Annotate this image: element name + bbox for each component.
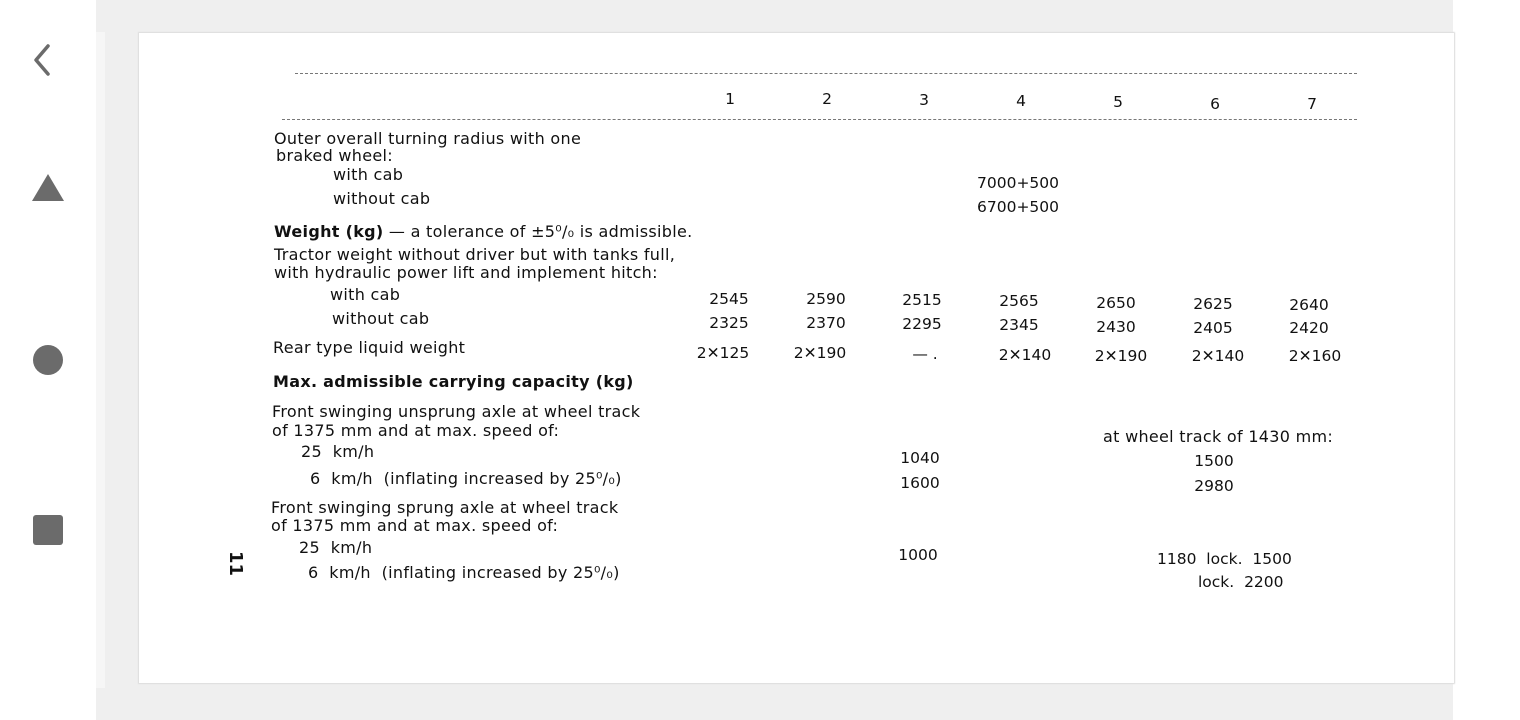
weight-with-cab-cell: 2515 [902,291,942,309]
weight-without-cab-cell: 2430 [1096,318,1136,336]
liquid-weight-cell: 2✕160 [1288,347,1342,365]
weight-heading-bold: Weight (kg) [274,222,384,241]
liquid-weight-cell: — . [912,345,938,363]
sprung-25-value: 1000 [898,546,938,564]
unsprung-6-value: 1600 [900,474,940,492]
column-header: 2 [822,90,832,108]
wheel-track-note: at wheel track of 1430 mm: [1103,427,1334,446]
square-icon[interactable] [24,506,72,554]
weight-with-cab-cell: 2640 [1289,296,1329,314]
weight-without-cab-cell: 2405 [1193,319,1233,337]
navigation-bar [0,0,96,720]
column-header: 4 [1016,92,1026,110]
turning-title-line2: braked wheel: [276,146,393,165]
weight-heading-rest: — a tolerance of ±5⁰/₀ is admissible. [383,222,693,241]
weight-without-cab-label: without cab [332,309,430,328]
sprung-6-lock: lock. 2200 [1198,573,1284,591]
weight-without-cab-cell: 2370 [806,314,846,332]
weight-without-cab-cell: 2295 [902,315,942,333]
turning-with-cab-label: with cab [333,165,404,184]
page-number: 11 [225,550,247,577]
unsprung-25-value: 1040 [900,449,940,467]
weight-with-cab-label: with cab [330,285,401,304]
capacity-heading: Max. admissible carrying capacity (kg) [273,372,634,391]
triangle-icon[interactable] [24,164,72,212]
liquid-weight-cell: 2✕125 [696,344,750,362]
sprung-speed-6: 6 km/h (inflating increased by 25⁰/₀) [308,563,620,582]
weight-desc-line1: Tractor weight without driver but with tanks full, [274,245,676,264]
weight-with-cab-cell: 2625 [1193,295,1233,313]
liquid-weight-cell: 2✕140 [1191,347,1245,365]
column-header: 1 [725,90,735,108]
weight-with-cab-cell: 2545 [709,290,749,308]
sprung-25-lock: 1180 lock. 1500 [1157,550,1292,568]
weight-desc-line2: with hydraulic power lift and implement hitch: [274,263,658,282]
weight-with-cab-cell: 2650 [1096,294,1136,312]
weight-with-cab-cell: 2565 [999,292,1039,310]
liquid-weight-label: Rear type liquid weight [273,338,466,357]
unsprung-speed-6: 6 km/h (inflating increased by 25⁰/₀) [310,469,622,488]
column-header: 3 [919,91,929,109]
header-rule-top [295,73,1357,74]
liquid-weight-cell: 2✕190 [793,344,847,362]
viewer-margin [96,32,105,688]
weight-without-cab-cell: 2325 [709,314,749,332]
unsprung-speed-25: 25 km/h [301,442,375,461]
weight-without-cab-cell: 2420 [1289,319,1329,337]
column-header: 7 [1307,95,1317,113]
liquid-weight-cell: 2✕190 [1094,347,1148,365]
turning-with-cab-value: 7000+500 [977,174,1060,192]
sprung-line2: of 1375 mm and at max. speed of: [271,516,559,535]
header-rule-bottom [282,119,1357,120]
document-page[interactable] [139,33,1454,683]
turning-without-cab-label: without cab [333,189,431,208]
wheel-track-6-value: 2980 [1194,477,1234,495]
wheel-track-25-value: 1500 [1194,452,1234,470]
weight-heading [274,223,692,241]
weight-with-cab-cell: 2590 [806,290,846,308]
turning-title-line1: Outer overall turning radius with one [274,129,582,148]
weight-without-cab-cell: 2345 [999,316,1039,334]
sprung-speed-25: 25 km/h [299,538,373,557]
circle-icon[interactable] [24,336,72,384]
liquid-weight-cell: 2✕140 [998,346,1052,364]
column-header: 5 [1113,93,1123,111]
unsprung-line2: of 1375 mm and at max. speed of: [272,421,560,440]
turning-without-cab-value: 6700+500 [977,198,1060,216]
back-chevron-icon[interactable] [24,36,72,84]
unsprung-line1: Front swinging unsprung axle at wheel track [272,402,641,421]
column-header: 6 [1210,95,1220,113]
sprung-line1: Front swinging sprung axle at wheel track [271,498,619,517]
viewer-edge [1453,0,1520,720]
